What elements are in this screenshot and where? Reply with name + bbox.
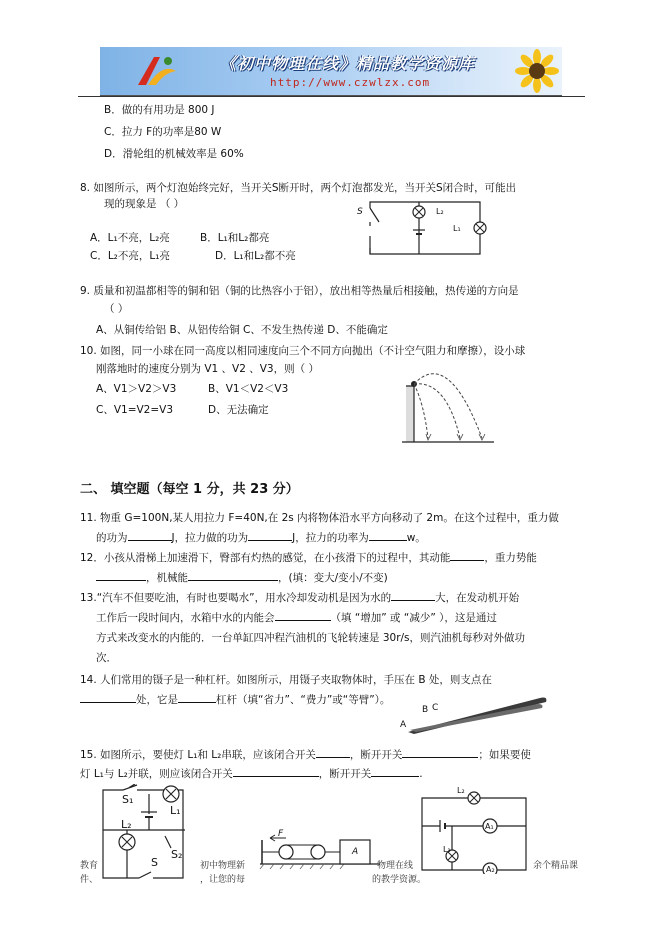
- q11-blank-1[interactable]: [128, 530, 172, 541]
- q12-blank-1[interactable]: [450, 550, 484, 561]
- q9-text-line2: （ ）: [104, 303, 129, 315]
- q15-right-circuit-figure: [418, 790, 530, 874]
- q15-left-circuit-figure: [95, 784, 195, 884]
- q14-text-line2: 处，它是 杠杆（填“省力”、“费力”或“等臂”）。: [80, 692, 390, 707]
- q10-text-line1: 10. 如图，同一小球在同一高度以相同速度向三个不同方向抛出（不计空气阻力和摩擦），设小球: [80, 345, 526, 357]
- right-fig-label-l2: L₂: [457, 786, 465, 795]
- q13-blank-1[interactable]: [391, 590, 435, 601]
- q9-text-line1: 9. 质量和初温都相等的铜和铝（铜的比热容小于铝），放出相等热量后相接触，热传递的方向是: [80, 285, 519, 297]
- q8-option-d: D．L₁和L₂都不亮: [215, 250, 296, 262]
- q8-circuit-figure: [355, 196, 500, 261]
- q10-option-d: D、无法确定: [208, 404, 269, 416]
- q14-text-line1: 14. 人们常用的镊子是一种杠杆。如图所示，用镊子夹取物体时，手压在 B 处，则支点在: [80, 674, 492, 686]
- q15-blank-4[interactable]: [371, 766, 419, 777]
- q13-text-line4: 次．: [96, 652, 117, 664]
- q14-blank-2[interactable]: [178, 692, 216, 703]
- left-fig-label-s: S: [151, 856, 158, 869]
- footer-center: 物理在线: [377, 861, 414, 871]
- right-fig-label-a1: A₁: [485, 822, 494, 831]
- q15-text-line1: 15. 如图所示，要使灯 L₁和 L₂串联，应该闭合开关 ，断开开关 ；如果要使: [80, 749, 531, 761]
- q8-fig-label-s: S: [357, 207, 363, 217]
- pulley-figure: [258, 830, 382, 870]
- q8-option-b: B．L₁和L₂都亮: [200, 232, 270, 244]
- q8-fig-label-l1: L₁: [453, 224, 461, 233]
- q15-blank-1[interactable]: [316, 747, 350, 758]
- q10-projectile-figure: [398, 360, 498, 445]
- q7-option-c: C．拉力 F的功率是80 W: [104, 126, 222, 138]
- q13-text-line3: 方式来改变水的内能的．一台单缸四冲程汽油机的飞轮转速是 30r/s，则汽油机每秒对外做功: [96, 632, 526, 644]
- right-fig-label-l1: L₁: [443, 845, 451, 854]
- footer-left-1: 教育: [80, 861, 99, 871]
- tweezers-label-b: B: [422, 705, 429, 715]
- left-fig-label-s1: S₁: [122, 793, 134, 806]
- q10-option-a: A、V1＞V2＞V3: [96, 383, 177, 395]
- q13-text-line1: 13.“汽车不但要吃油，有时也要喝水”，用水冷却发动机是因为水的 大，在发动机开始: [80, 592, 520, 604]
- q7-option-b: B．做的有用功是 800 J: [104, 104, 215, 116]
- q12-text-line1: 12．小孩从滑梯上加速滑下，臀部有灼热的感觉，在小孩滑下的过程中，其动能 ，重力势能: [80, 552, 537, 564]
- left-fig-label-l2: L₂: [121, 818, 132, 831]
- q8-text-line1: 8. 如图所示，两个灯泡始终完好，当开关S断开时，两个灯泡都发光，当开关S闭合时，可能出: [80, 182, 517, 194]
- q8-fig-label-l2: L₂: [436, 207, 444, 216]
- q10-text-line2: 刚落地时的速度分别为 V1 、V2 、V3，则（ ）: [96, 363, 319, 375]
- q8-option-a: A．L₁不亮，L₂亮: [90, 232, 170, 244]
- section-fill-in-title: 二、 填空题（每空 1 分，共 23 分）: [80, 482, 299, 497]
- q7-option-d: D．滑轮组的机械效率是 60%: [104, 148, 244, 160]
- q12-text-line2: ，机械能 ，(填：变大/变小/不变): [96, 570, 388, 585]
- q11-blank-3[interactable]: [369, 530, 407, 541]
- left-fig-label-s2: S₂: [171, 848, 183, 861]
- right-fig-label-a2: A₂: [486, 865, 495, 874]
- footer-center-2: 的教学资源。: [372, 875, 427, 885]
- sunflower-icon: [515, 49, 559, 93]
- q8-option-c: C．L₂不亮，L₁亮: [90, 250, 170, 262]
- q15-blank-2[interactable]: [402, 747, 478, 758]
- q15-text-line2: 灯 L₁与 L₂并联，则应该闭合开关 ，断开开关 .: [80, 768, 423, 780]
- logo-icon: [132, 51, 180, 91]
- q9-options: A、从铜传给铝 B、从铝传给铜 C、不发生热传递 D、不能确定: [96, 324, 388, 336]
- footer-right: 余个精品课: [533, 861, 579, 871]
- q11-text-line2: 的功为 J，拉力做的功为 J，拉力的功率为 w。: [96, 532, 426, 544]
- q10-option-b: B、V1＜V2＜V3: [208, 383, 289, 395]
- q12-blank-2[interactable]: [96, 570, 146, 581]
- q11-blank-2[interactable]: [248, 530, 292, 541]
- tweezers-label-c: C: [432, 703, 439, 713]
- pulley-label-a: A: [352, 847, 359, 857]
- pulley-label-f: F: [278, 829, 284, 839]
- footer-mid-1: 初中物理新: [200, 861, 246, 871]
- header-rule: [78, 96, 585, 97]
- banner-title: 《初中物理在线》精品教学资源库: [220, 54, 476, 73]
- footer-mid-2: ，让您的每: [200, 875, 246, 885]
- q8-text-line2: 现的现象是 （ ）: [104, 198, 185, 210]
- q12-blank-3[interactable]: [188, 570, 278, 581]
- banner-url: http://www.czwlzx.com: [270, 76, 431, 89]
- q14-blank-1[interactable]: [80, 692, 136, 703]
- q13-blank-2[interactable]: [275, 610, 331, 621]
- footer-left-2: 件、: [80, 875, 99, 885]
- q15-blank-3[interactable]: [233, 766, 319, 777]
- header-banner: [100, 47, 562, 96]
- left-fig-label-l1: L₁: [170, 804, 181, 817]
- q11-text-line1: 11. 物重 G=100N,某人用拉力 F=40N,在 2s 内将物体沿水平方向移动了 2m。在这个过程中，重力做: [80, 512, 559, 524]
- tweezers-label-a: A: [400, 720, 407, 730]
- q13-text-line2: 工作后一段时间内，水箱中水的内能会 （填 “增加” 或 “减少” ），这是通过: [96, 612, 497, 624]
- q10-option-c: C、V1=V2=V3: [96, 404, 174, 416]
